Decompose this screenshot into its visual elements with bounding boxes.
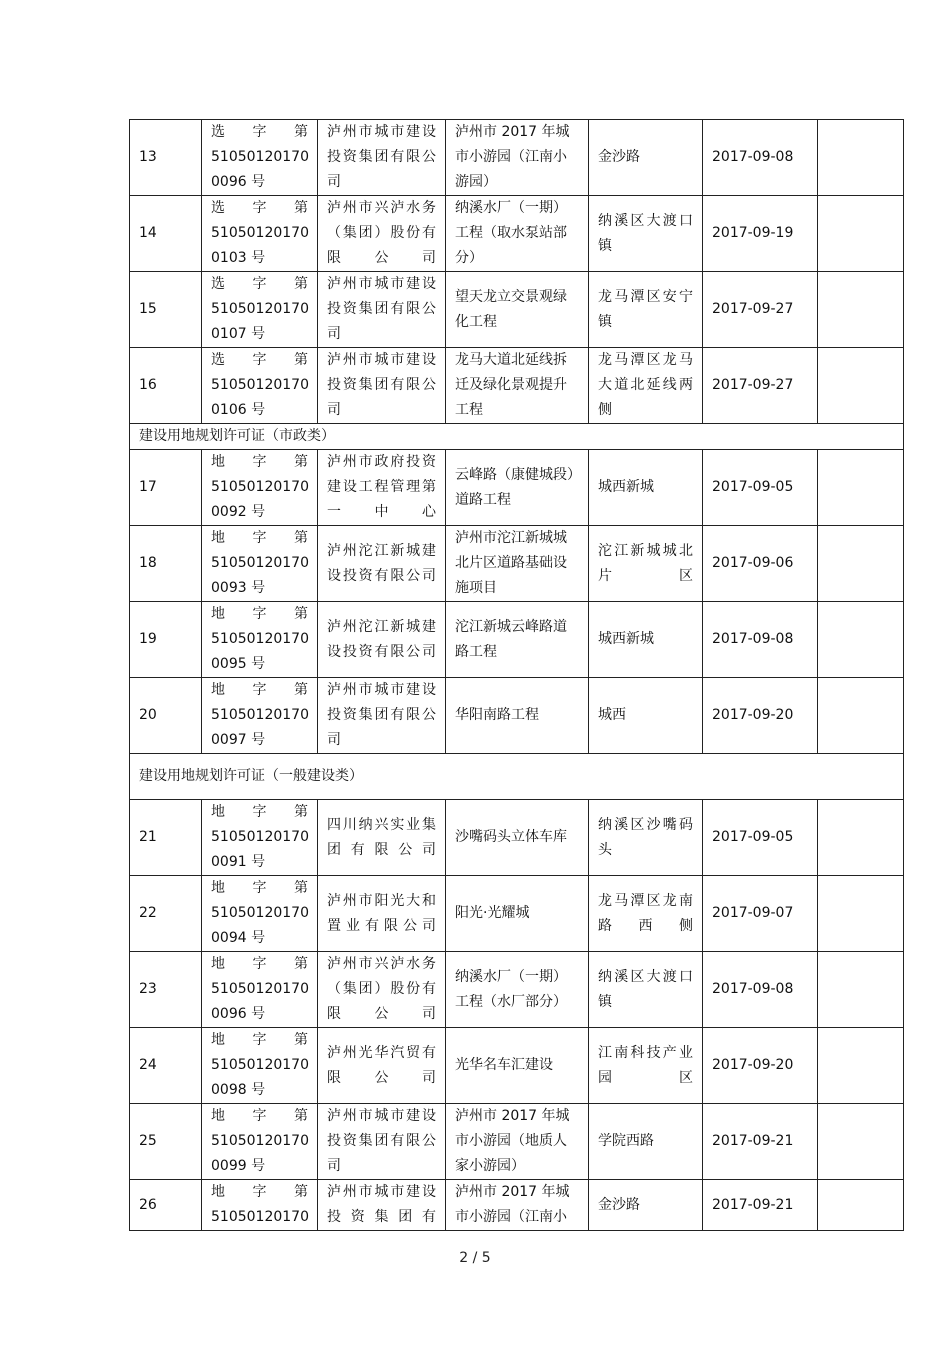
section-row <box>130 424 904 450</box>
project-name: 沙嘴码头立体车库 <box>446 800 589 876</box>
table-row <box>130 1104 904 1180</box>
permit-code <box>202 120 318 196</box>
permit-code <box>202 272 318 348</box>
project-location: 纳溪区沙嘴码头 <box>598 816 693 858</box>
project-location: 城西新城 <box>598 631 654 647</box>
project-name: 华阳南路工程 <box>446 678 589 754</box>
project-name: 泸州市 2017 年城市小游园（地质人家小游园） <box>446 1104 589 1180</box>
applicant-unit: 泸州市城市建设投资集团有限公司 <box>327 1108 436 1174</box>
table-row <box>130 450 904 526</box>
applicant-unit: 泸州市兴泸水务（集团）股份有限公司 <box>327 200 436 266</box>
row-number: 24 <box>130 1028 202 1104</box>
remarks-cell <box>818 450 904 526</box>
permit-code-suffix: 0106 号 <box>211 402 266 418</box>
row-number: 22 <box>130 876 202 952</box>
project-name: 龙马大道北延线拆迁及绿化景观提升工程 <box>446 348 589 424</box>
project-name: 云峰路（康健城段）道路工程 <box>446 450 589 526</box>
project-location: 纳溪区大渡口镇 <box>598 212 693 254</box>
issue-date: 2017-09-20 <box>703 678 818 754</box>
permit-code-number: 51050120170 <box>211 1057 309 1073</box>
remarks-cell <box>818 1028 904 1104</box>
permit-code-suffix: 0098 号 <box>211 1082 266 1098</box>
permit-code <box>202 196 318 272</box>
row-number: 19 <box>130 602 202 678</box>
table-row <box>130 800 904 876</box>
remarks-cell <box>818 678 904 754</box>
permit-code-suffix: 0094 号 <box>211 930 266 946</box>
permit-code-suffix: 0107 号 <box>211 326 266 342</box>
permit-code <box>202 526 318 602</box>
project-location: 城西 <box>598 707 626 723</box>
table-row <box>130 952 904 1028</box>
row-number: 26 <box>130 1180 202 1231</box>
table-row <box>130 120 904 196</box>
project-name: 光华名车汇建设 <box>446 1028 589 1104</box>
permit-code-number: 51050120170 <box>211 829 309 845</box>
project-name: 泸州市沱江新城城北片区道路基础设施项目 <box>446 526 589 602</box>
remarks-cell <box>818 952 904 1028</box>
project-name: 纳溪水厂（一期）工程（水厂部分） <box>446 952 589 1028</box>
permit-code-prefix: 地 字 第 <box>211 1032 308 1048</box>
permit-code <box>202 1028 318 1104</box>
applicant-unit: 泸州市政府投资建设工程管理第一中心 <box>327 454 436 520</box>
permit-code-suffix: 0093 号 <box>211 580 266 596</box>
row-number: 25 <box>130 1104 202 1180</box>
issue-date: 2017-09-07 <box>703 876 818 952</box>
permit-code-suffix: 0099 号 <box>211 1158 266 1174</box>
permit-code-suffix: 0103 号 <box>211 250 266 266</box>
remarks-cell <box>818 272 904 348</box>
permit-code-prefix: 地 字 第 <box>211 1108 308 1124</box>
project-name: 阳光·光耀城 <box>446 876 589 952</box>
remarks-cell <box>818 348 904 424</box>
page-number: 2 / 5 <box>459 1250 491 1266</box>
permit-code-number: 51050120170 <box>211 225 309 241</box>
project-name: 望天龙立交景观绿化工程 <box>446 272 589 348</box>
remarks-cell <box>818 196 904 272</box>
project-location: 沱江新城城北片区 <box>598 542 693 584</box>
remarks-cell <box>818 876 904 952</box>
remarks-cell <box>818 800 904 876</box>
issue-date: 2017-09-27 <box>703 272 818 348</box>
permit-code-prefix: 选 字 第 <box>211 124 308 140</box>
permit-code-number: 51050120170 <box>211 905 309 921</box>
applicant-unit: 泸州市兴泸水务（集团）股份有限公司 <box>327 956 436 1022</box>
issue-date: 2017-09-06 <box>703 526 818 602</box>
permit-code-suffix: 0095 号 <box>211 656 266 672</box>
project-name: 沱江新城云峰路道路工程 <box>446 602 589 678</box>
issue-date: 2017-09-21 <box>703 1180 818 1231</box>
permit-code <box>202 800 318 876</box>
issue-date: 2017-09-19 <box>703 196 818 272</box>
remarks-cell <box>818 1180 904 1231</box>
permit-code-number: 51050120170 <box>211 631 309 647</box>
issue-date: 2017-09-21 <box>703 1104 818 1180</box>
applicant-unit: 泸州沱江新城建设投资有限公司 <box>327 618 436 660</box>
row-number: 23 <box>130 952 202 1028</box>
permit-code-prefix: 选 字 第 <box>211 276 308 292</box>
project-location: 龙马潭区安宁镇 <box>598 288 693 330</box>
permit-code-number: 51050120170 <box>211 149 309 165</box>
permit-code-number: 51050120170 <box>211 301 309 317</box>
project-location: 学院西路 <box>598 1133 654 1149</box>
issue-date: 2017-09-20 <box>703 1028 818 1104</box>
applicant-unit: 泸州市城市建设投资集团有限公司 <box>327 682 436 748</box>
table-row <box>130 602 904 678</box>
project-location: 龙马潭区龙马大道北延线两侧 <box>598 352 693 418</box>
permit-code-prefix: 地 字 第 <box>211 606 308 622</box>
permit-code-number: 51050120170 <box>211 1209 309 1225</box>
permit-code-suffix: 0096 号 <box>211 1006 266 1022</box>
row-number: 20 <box>130 678 202 754</box>
permit-code-prefix: 地 字 第 <box>211 804 308 820</box>
issue-date: 2017-09-08 <box>703 952 818 1028</box>
permit-code <box>202 348 318 424</box>
project-name: 纳溪水厂（一期）工程（取水泵站部分） <box>446 196 589 272</box>
issue-date: 2017-09-05 <box>703 800 818 876</box>
section-row <box>130 754 904 800</box>
issue-date: 2017-09-27 <box>703 348 818 424</box>
applicant-unit: 泸州市城市建设投资集团有限公司 <box>327 276 436 342</box>
applicant-unit: 四川纳兴实业集团有限公司 <box>327 816 436 858</box>
remarks-cell <box>818 120 904 196</box>
row-number: 17 <box>130 450 202 526</box>
applicant-unit: 泸州市城市建设投资集团有限公司 <box>327 124 436 190</box>
permit-code-prefix: 选 字 第 <box>211 352 308 368</box>
table-row <box>130 876 904 952</box>
applicant-unit: 泸州光华汽贸有限公司 <box>327 1044 436 1086</box>
permit-code <box>202 876 318 952</box>
permit-code-number: 51050120170 <box>211 981 309 997</box>
project-location: 江南科技产业园区 <box>598 1044 693 1086</box>
remarks-cell <box>818 1104 904 1180</box>
issue-date: 2017-09-08 <box>703 120 818 196</box>
permit-code-suffix: 0091 号 <box>211 854 266 870</box>
table-row <box>130 1180 904 1231</box>
permit-code-prefix: 地 字 第 <box>211 682 308 698</box>
table-row <box>130 272 904 348</box>
permit-code-suffix: 0096 号 <box>211 174 266 190</box>
permit-code-prefix: 地 字 第 <box>211 454 308 470</box>
permit-code-prefix: 地 字 第 <box>211 880 308 896</box>
remarks-cell <box>818 526 904 602</box>
row-number: 15 <box>130 272 202 348</box>
permit-table <box>129 119 904 1231</box>
project-location: 城西新城 <box>598 479 654 495</box>
row-number: 16 <box>130 348 202 424</box>
permit-code-number: 51050120170 <box>211 555 309 571</box>
row-number: 21 <box>130 800 202 876</box>
section-title: 建设用地规划许可证（一般建设类） <box>130 754 904 800</box>
permit-code <box>202 1180 318 1231</box>
permit-code-prefix: 地 字 第 <box>211 530 308 546</box>
permit-code-prefix: 选 字 第 <box>211 200 308 216</box>
table-row <box>130 1028 904 1104</box>
applicant-unit: 泸州市城市建设投资集团有限公司 <box>327 352 436 418</box>
row-number: 14 <box>130 196 202 272</box>
permit-code-suffix: 0097 号 <box>211 732 266 748</box>
section-title: 建设用地规划许可证（市政类） <box>130 424 904 450</box>
project-name: 泸州市 2017 年城市小游园（江南小游园） <box>446 120 589 196</box>
table-row <box>130 526 904 602</box>
issue-date: 2017-09-08 <box>703 602 818 678</box>
row-number: 13 <box>130 120 202 196</box>
applicant-unit: 泸州沱江新城建设投资有限公司 <box>327 542 436 584</box>
permit-code <box>202 450 318 526</box>
permit-code-number: 51050120170 <box>211 707 309 723</box>
project-location: 纳溪区大渡口镇 <box>598 968 693 1010</box>
project-name: 泸州市 2017 年城市小游园（江南小 <box>446 1180 589 1231</box>
applicant-unit: 泸州市城市建设投资集团有 <box>327 1184 436 1225</box>
issue-date: 2017-09-05 <box>703 450 818 526</box>
table-row <box>130 348 904 424</box>
table-row <box>130 678 904 754</box>
table-row <box>130 196 904 272</box>
permit-code <box>202 1104 318 1180</box>
row-number: 18 <box>130 526 202 602</box>
permit-code <box>202 602 318 678</box>
permit-code-prefix: 地 字 第 <box>211 1184 308 1200</box>
permit-code-number: 51050120170 <box>211 1133 309 1149</box>
applicant-unit: 泸州市阳光大和置业有限公司 <box>327 892 436 934</box>
permit-code-number: 51050120170 <box>211 479 309 495</box>
permit-code-number: 51050120170 <box>211 377 309 393</box>
project-location: 金沙路 <box>598 149 640 165</box>
permit-code-suffix: 0092 号 <box>211 504 266 520</box>
permit-code <box>202 952 318 1028</box>
remarks-cell <box>818 602 904 678</box>
permit-code <box>202 678 318 754</box>
project-location: 龙马潭区龙南路西侧 <box>598 892 693 934</box>
permit-code-prefix: 地 字 第 <box>211 956 308 972</box>
project-location: 金沙路 <box>598 1196 640 1213</box>
